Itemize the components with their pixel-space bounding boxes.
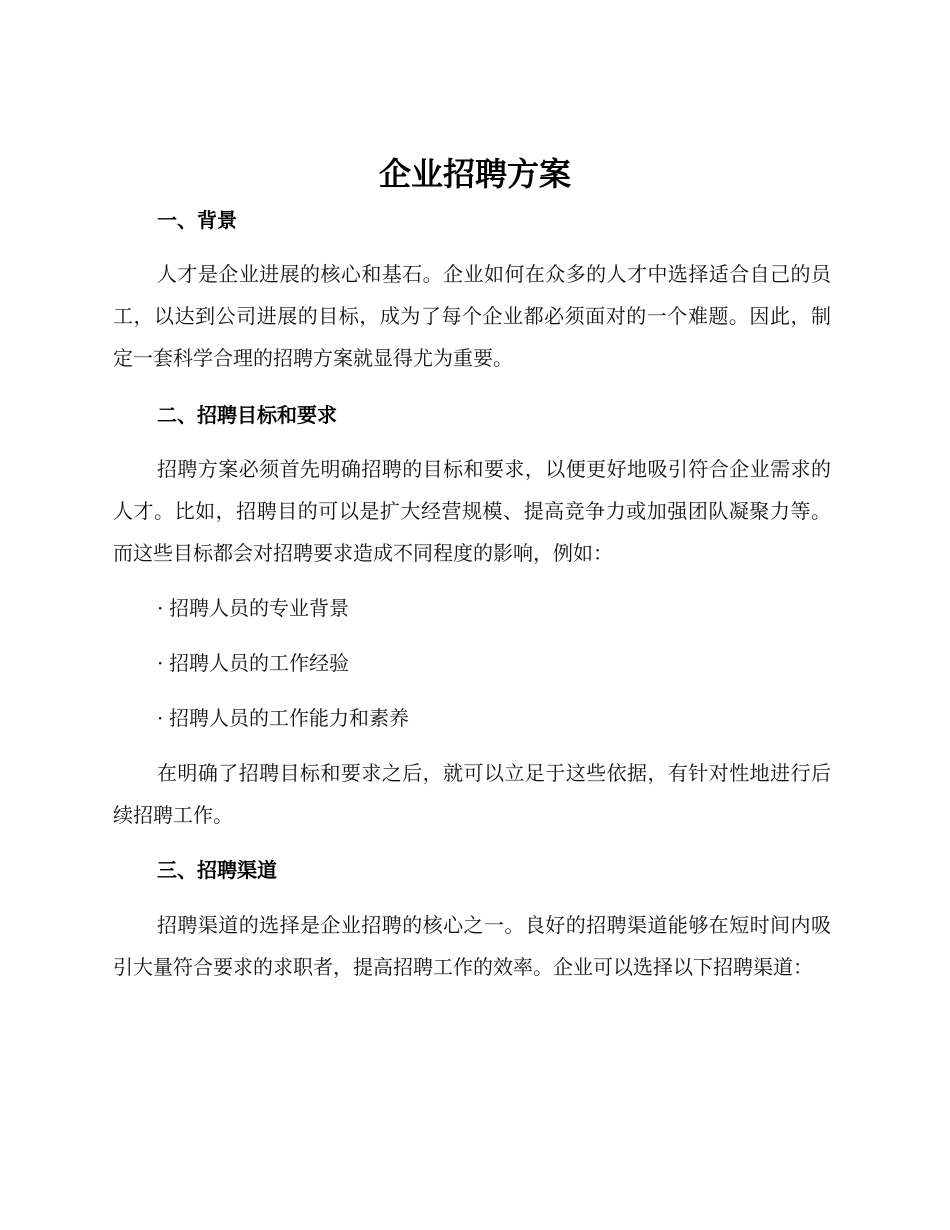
section-heading-background: 一、背景 xyxy=(157,208,237,232)
list-item xyxy=(157,704,837,732)
list-item-text: 招聘人员的工作能力和素养 xyxy=(169,706,409,730)
paragraph-background: 人才是企业进展的核心和基石。企业如何在众多的人才中选择适合自己的员工，以达到公司进展的目标，成为了每个企业都必须面对的一个难题。因此，制定一套科学合理的招聘方案就显得尤为重要。 xyxy=(113,262,831,370)
list-item-text: 招聘人员的专业背景 xyxy=(169,596,349,620)
paragraph-channels: 招聘渠道的选择是企业招聘的核心之一。良好的招聘渠道能够在短时间内吸引大量符合要求的求职者，提高招聘工作的效率。企业可以选择以下招聘渠道： xyxy=(113,913,831,979)
bullet-marker: · xyxy=(157,651,164,675)
section-heading-channels: 三、招聘渠道 xyxy=(157,858,277,882)
list-item xyxy=(157,649,837,677)
list-item xyxy=(157,594,837,622)
paragraph-goals-conclusion: 在明确了招聘目标和要求之后，就可以立足于这些依据，有针对性地进行后续招聘工作。 xyxy=(113,761,831,827)
section-heading-goals: 二、招聘目标和要求 xyxy=(157,403,337,427)
bullet-marker: · xyxy=(157,596,164,620)
bullet-marker: · xyxy=(157,706,164,730)
list-item-text: 招聘人员的工作经验 xyxy=(169,651,349,675)
paragraph-goals-intro: 招聘方案必须首先明确招聘的目标和要求，以便更好地吸引符合企业需求的人才。比如，招聘目的可以是扩大经营规模、提高竞争力或加强团队凝聚力等。而这些目标都会对招聘要求造成不同程度的影响，例如： xyxy=(113,457,831,565)
document-title: 企业招聘方案 xyxy=(378,155,571,193)
